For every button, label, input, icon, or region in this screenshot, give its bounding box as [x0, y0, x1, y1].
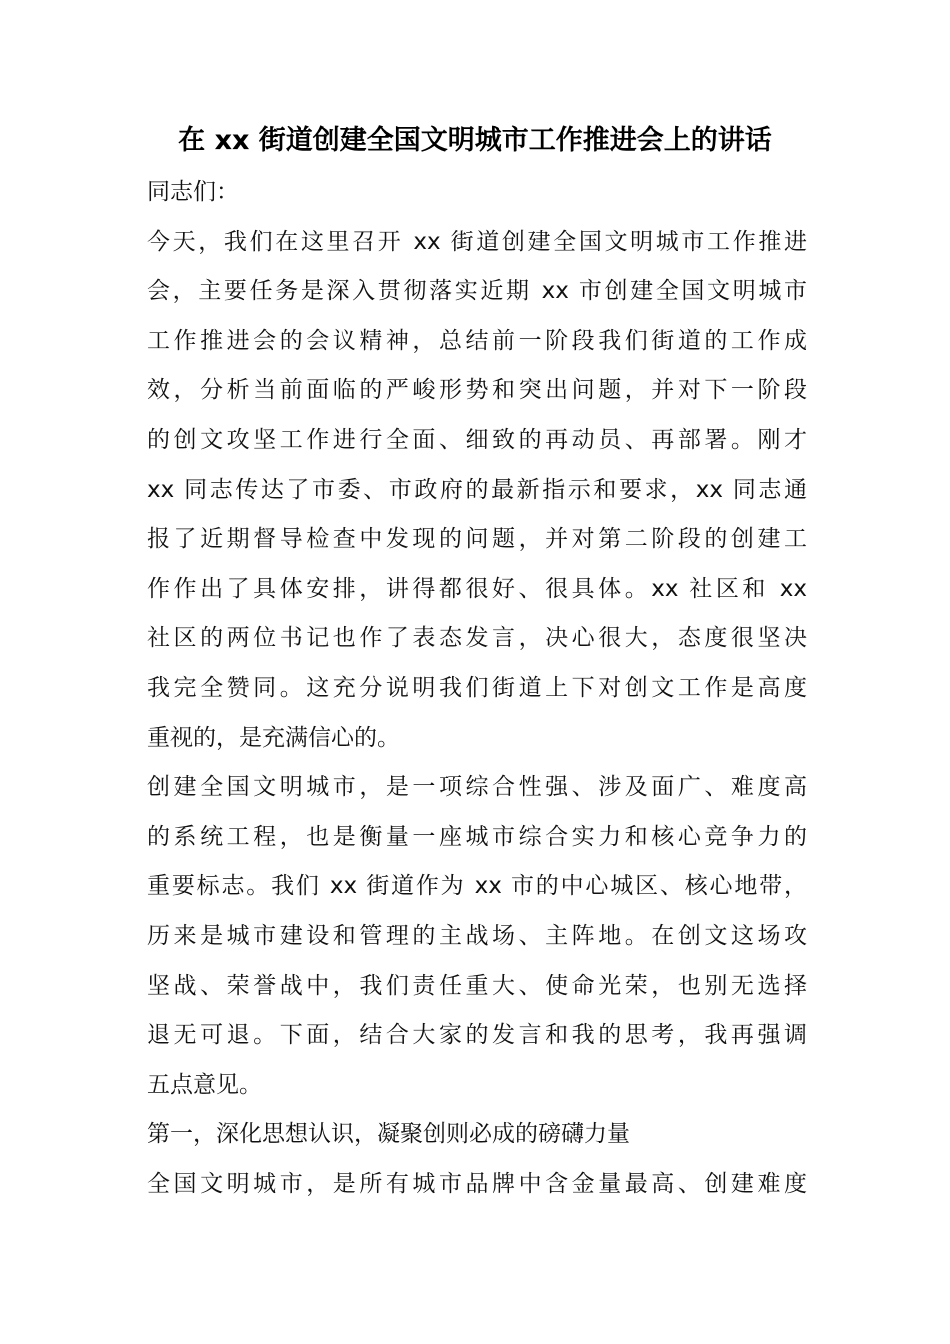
paragraph-line: 重视的，是充满信心的。 [147, 724, 400, 751]
paragraph-line: 社区的两位书记也作了表态发言，决心很大，态度很坚决 [147, 625, 807, 652]
section-heading: 第一，深化思想认识，凝聚创则必成的磅礴力量 [147, 1121, 630, 1148]
paragraph-line: 历来是城市建设和管理的主战场、主阵地。在创文这场攻 [147, 922, 807, 949]
paragraph-line: 今天，我们在这里召开 xx 街道创建全国文明城市工作推进 [147, 228, 807, 255]
paragraph-line: 会，主要任务是深入贯彻落实近期 xx 市创建全国文明城市 [147, 278, 807, 305]
paragraph-line: 我完全赞同。这充分说明我们街道上下对创文工作是高度 [147, 674, 807, 701]
paragraph-line: 创建全国文明城市，是一项综合性强、涉及面广、难度高 [147, 774, 807, 801]
paragraph-line: 五点意见。 [147, 1071, 262, 1098]
paragraph-line: 报了近期督导检查中发现的问题，并对第二阶段的创建工 [147, 526, 807, 553]
paragraph-line: 的系统工程，也是衡量一座城市综合实力和核心竞争力的 [147, 823, 807, 850]
document-body [147, 168, 807, 1209]
paragraph-line: 工作推进会的会议精神，总结前一阶段我们街道的工作成 [147, 327, 807, 354]
paragraph-line: 全国文明城市，是所有城市品牌中含金量最高、创建难度 [147, 1170, 807, 1197]
paragraph-line: xx 同志传达了市委、市政府的最新指示和要求，xx 同志通 [147, 476, 807, 503]
salutation: 同志们： [147, 179, 239, 205]
paragraph-line: 效，分析当前面临的严峻形势和突出问题，并对下一阶段 [147, 377, 807, 404]
paragraph-line: 作作出了具体安排，讲得都很好、很具体。xx 社区和 xx [147, 575, 807, 602]
document-title: 在 xx 街道创建全国文明城市工作推进会上的讲话 [178, 125, 772, 156]
paragraph-line: 退无可退。下面，结合大家的发言和我的思考，我再强调 [147, 1022, 807, 1049]
paragraph-line: 重要标志。我们 xx 街道作为 xx 市的中心城区、核心地带， [147, 873, 807, 900]
paragraph-line: 的创文攻坚工作进行全面、细致的再动员、再部署。刚才 [147, 426, 807, 453]
paragraph-line: 坚战、荣誉战中，我们责任重大、使命光荣，也别无选择 [147, 972, 807, 999]
